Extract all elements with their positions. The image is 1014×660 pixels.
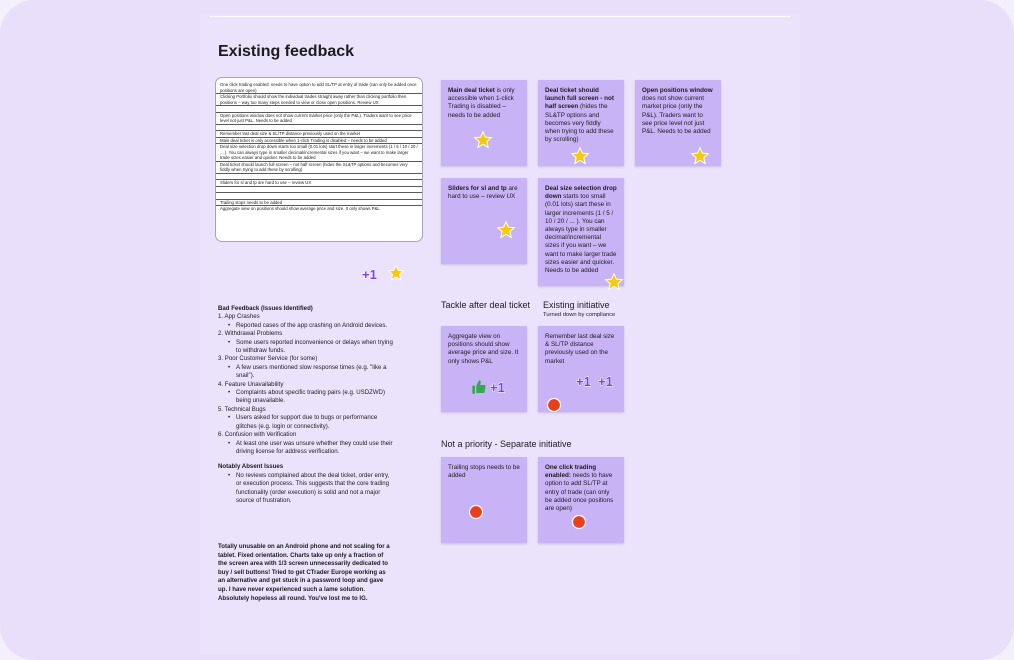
note-line: Trailing stops needs to be added — [216, 200, 422, 207]
red-dot-icon — [546, 397, 562, 418]
bad-feedback-heading: Bad Feedback (Issues Identified) — [218, 305, 313, 312]
sticky-bold: Deal ticket should launch full screen - not half screen — [545, 87, 614, 111]
svg-text:+1: +1 — [576, 374, 591, 389]
sticky-text: needs to have option to add SL/TP at entry of trade (can only be added once positions are open) — [545, 472, 614, 513]
note-line: Sliders for sl and tp are hard to use – review UX — [216, 180, 422, 187]
section-not-priority-label: Not a priority - Separate initiative — [441, 439, 572, 449]
sticky-bold: Sliders for sl and tp — [448, 185, 507, 192]
thumbs-up-icon — [471, 379, 487, 400]
note-line: One click trading enabled: needs to have option to add SL/TP at entry of trade (can only be added once positions are open) — [216, 78, 422, 94]
plus-one-icon — [489, 379, 507, 400]
issue-title: 4. Feature Unavailability — [218, 380, 284, 388]
sticky-deal-size[interactable] — [538, 178, 624, 286]
issue-title: 3. Poor Customer Service (for some) — [218, 355, 318, 363]
note-line: Deal ticket should launch full screen – not half screen (hides the SL&TP options and becomes very fiddly when trying to add these by scrolling) — [216, 162, 422, 174]
sticky-text: Remember last deal size & SL/TP distance previously used on the market — [545, 333, 615, 365]
section-tackle-label: Tackle after deal ticket — [441, 300, 531, 310]
issue-detail: • Users asked for support due to bugs or performance glitches (e.g. login or connectivity). — [218, 414, 393, 431]
bad-feedback-text[interactable] — [218, 305, 393, 505]
issue-title: 5. Technical Bugs — [218, 405, 266, 413]
svg-text:+1: +1 — [598, 374, 613, 389]
star-icon — [496, 220, 516, 245]
svg-text:+1: +1 — [490, 380, 505, 395]
issue-detail: • Some users reported inconvenience or delays when trying to withdraw funds. — [218, 339, 393, 356]
plus-one-icon — [597, 373, 615, 394]
issue-detail: • Complaints about specific trading pairs (e.g. USDZWD) being unavailable. — [218, 389, 393, 406]
sticky-text: are hard to use – review UX — [448, 185, 518, 201]
issue-detail: • Reported cases of the app crashing on Android devices. — [218, 322, 393, 330]
note-line: Remember last deal size & SL/TP distance previously used on the market — [216, 131, 422, 138]
svg-text:+1: +1 — [362, 267, 377, 282]
sticky-bold: Main deal ticket — [448, 87, 495, 94]
section-existing-label: Existing initiative — [543, 300, 610, 310]
plus-one-icon — [575, 373, 593, 394]
star-icon — [473, 130, 493, 155]
page-title: Existing feedback — [218, 43, 355, 60]
sticky-trailing-stops[interactable] — [441, 457, 527, 543]
note-line: Clicking Portfolio should show the individual trades straight away rather than clicking portfolio then positions – way too many steps needed to view or close open positions. Review UX — [216, 94, 422, 106]
star-icon — [604, 272, 624, 297]
note-line: Deal size selection drop down starts too small (0.01 lots) start these in larger increments (1 / 5 / 10 / 20 / ... ). You can always type in smaller decimal/incremental sizes if you want – we want to make larger trade sizes easier and quicker. Needs to be added — [216, 144, 422, 162]
sticky-text: Aggregate view on positions should show average price and size. It only shows P&L — [448, 333, 519, 365]
sticky-text: starts too small (0.01 lots) start these in larger increments (1 / 5 / 10 / 20 / ... ). You can always type in smaller decimal/incremental sizes if you want – we want to make larger trade sizes easier and quicker. Needs to be added — [545, 193, 617, 275]
sticky-text: Trailing stops needs to be added — [448, 464, 520, 480]
sticky-bold: Deal size selection drop down — [545, 185, 617, 201]
sticky-text: does not show current market price (only the P&L). Traders want to see price level not just P&L. Needs to be added — [642, 95, 711, 136]
section-existing-sublabel: Turned down by compliance — [543, 312, 616, 318]
red-dot-icon — [468, 504, 484, 525]
sticky-bold: One click trading enabled: — [545, 464, 597, 480]
red-dot-icon — [571, 514, 587, 535]
star-icon — [690, 146, 710, 171]
issue-detail: • At least one user was unsure whether they could use their driving license for address verification. — [218, 440, 393, 457]
issue-title: 1. App Crashes — [218, 313, 260, 321]
absent-issues-detail: • No reviews complained about the deal ticket, order entry, or execution process. This suggests that the core trading functionality (order execution) is solid and not a major source of frustration. — [218, 472, 393, 506]
notes-card[interactable] — [215, 77, 423, 242]
note-line: Open positions window does not show current market price (only the P&L). Traders want to see price level not just P&L. Needs to be added — [216, 113, 422, 125]
user-review-text[interactable]: Totally unusable on an Android phone and not scaling for a tablet. Fixed orientation. Charts take up only a fraction of the screen area with 1/3 screen unnecessarily dedicated to buy / sell buttons! Tried to get CTrader Europe working as an alternative and get stuck in a password loop and gave up. I have never experienced such a lame solution. Absolutely hopeless all round. You've lost me to IG. — [218, 543, 390, 602]
plus-one-icon — [361, 266, 379, 287]
issue-detail: • A few users mentioned slow response times (e.g. "like a snail"). — [218, 364, 393, 381]
note-line: Aggregate view on positions should show average price and size. It only shows P&L — [220, 206, 380, 211]
issue-title: 2. Withdrawal Problems — [218, 330, 283, 338]
divider — [210, 16, 790, 17]
issue-title: 6. Confusion with Verification — [218, 431, 297, 439]
sticky-text: is only accessible when 1-click Trading is disabled – needs to be added — [448, 87, 515, 119]
absent-issues-heading: Notably Absent Issues — [218, 463, 284, 471]
sticky-bold: Open positions window — [642, 87, 713, 94]
star-icon — [387, 264, 405, 287]
star-icon — [570, 146, 590, 171]
sticky-text: (hides the SL&TP options and becomes very fiddly when trying to add these by scrolling) — [545, 103, 614, 144]
note-line: Main deal ticket is only accessible when 1-click Trading is disabled – needs to be added — [216, 138, 422, 145]
